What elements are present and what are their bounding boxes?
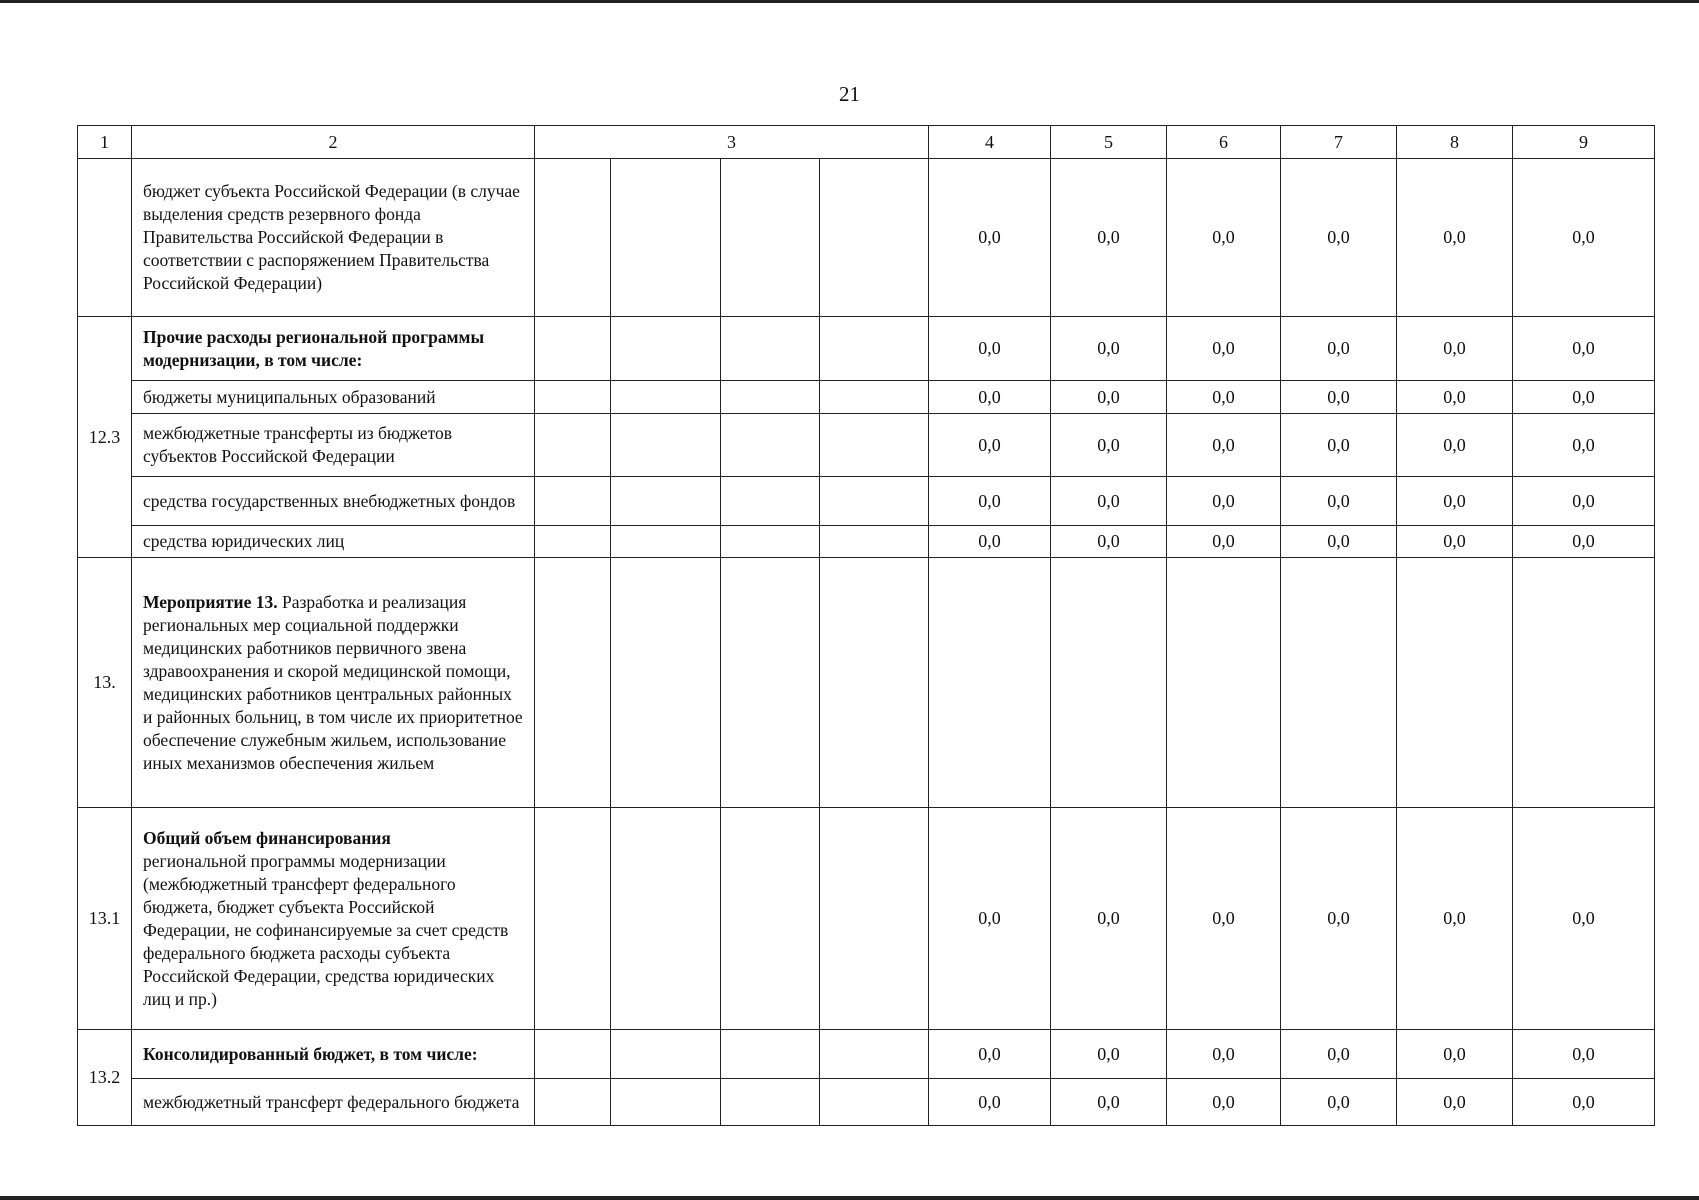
row-description: Прочие расходы региональной программы модернизации, в том числе:: [132, 317, 535, 381]
empty-cell: [611, 477, 721, 526]
value-cell: 0,0: [1513, 1079, 1655, 1126]
value-cell: 0,0: [1051, 477, 1167, 526]
value-cell: 0,0: [1167, 526, 1281, 558]
row-description: Консолидированный бюджет, в том числе:: [132, 1030, 535, 1079]
header-cell-4: 4: [929, 126, 1051, 159]
value-cell: 0,0: [1513, 808, 1655, 1030]
empty-cell: [535, 414, 611, 477]
empty-cell: [721, 414, 820, 477]
value-cell: 0,0: [1397, 1030, 1513, 1079]
row-description: средства юридических лиц: [132, 526, 535, 558]
value-cell: 0,0: [1397, 414, 1513, 477]
value-cell: 0,0: [1167, 1030, 1281, 1079]
empty-cell: [820, 317, 929, 381]
value-cell: 0,0: [929, 414, 1051, 477]
table-row: [78, 414, 1655, 477]
value-cell: 0,0: [1397, 526, 1513, 558]
empty-cell: [820, 477, 929, 526]
row-description: бюджеты муниципальных образований: [132, 381, 535, 414]
empty-cell: [535, 526, 611, 558]
empty-cell: [1167, 558, 1281, 808]
value-cell: 0,0: [1397, 808, 1513, 1030]
table-row: [78, 558, 1655, 808]
header-row: [78, 126, 1655, 159]
table-row: [78, 526, 1655, 558]
value-cell: 0,0: [1397, 159, 1513, 317]
value-cell: 0,0: [929, 526, 1051, 558]
header-cell-5: 5: [1051, 126, 1167, 159]
row-description: межбюджетные трансферты из бюджетов субъектов Российской Федерации: [132, 414, 535, 477]
top-scan-border: [0, 0, 1699, 3]
empty-cell: [721, 381, 820, 414]
empty-cell: [929, 558, 1051, 808]
value-cell: 0,0: [1281, 1030, 1397, 1079]
row-number: 13.1: [78, 808, 132, 1030]
value-cell: 0,0: [1281, 1079, 1397, 1126]
value-cell: 0,0: [1281, 159, 1397, 317]
value-cell: 0,0: [1281, 526, 1397, 558]
value-cell: 0,0: [1281, 414, 1397, 477]
header-cell-9: 9: [1513, 126, 1655, 159]
row-number: 13.2: [78, 1030, 132, 1126]
empty-cell: [1513, 558, 1655, 808]
value-cell: 0,0: [1167, 808, 1281, 1030]
value-cell: 0,0: [1167, 477, 1281, 526]
value-cell: 0,0: [929, 808, 1051, 1030]
value-cell: 0,0: [1513, 381, 1655, 414]
empty-cell: [820, 1079, 929, 1126]
value-cell: 0,0: [1281, 808, 1397, 1030]
empty-cell: [535, 808, 611, 1030]
empty-cell: [611, 159, 721, 317]
empty-cell: [611, 558, 721, 808]
empty-cell: [721, 159, 820, 317]
empty-cell: [535, 558, 611, 808]
empty-cell: [721, 526, 820, 558]
empty-cell: [820, 1030, 929, 1079]
empty-cell: [1397, 558, 1513, 808]
value-cell: 0,0: [929, 477, 1051, 526]
empty-cell: [611, 381, 721, 414]
row-description: межбюджетный трансферт федерального бюджета: [132, 1079, 535, 1126]
table-row: [78, 477, 1655, 526]
empty-cell: [820, 558, 929, 808]
activity-title: Мероприятие 13.: [143, 591, 278, 612]
empty-cell: [721, 477, 820, 526]
empty-cell: [820, 414, 929, 477]
table-row: [78, 808, 1655, 1030]
value-cell: 0,0: [1051, 1030, 1167, 1079]
row-text: региональной программы модернизации (межбюджетный трансферт федерального бюджета, бюджет субъекта Российской Федерации, не софинансируемые за счет средств федерального бюджета расходы субъекта Российской Федерации, средства юридических лиц и пр.): [143, 850, 509, 1009]
row-description: [132, 558, 535, 808]
empty-cell: [721, 558, 820, 808]
empty-cell: [721, 1079, 820, 1126]
value-cell: 0,0: [1397, 477, 1513, 526]
value-cell: 0,0: [1397, 1079, 1513, 1126]
row-description: [132, 808, 535, 1030]
value-cell: 0,0: [1167, 414, 1281, 477]
table-row: [78, 159, 1655, 317]
value-cell: 0,0: [929, 381, 1051, 414]
header-cell-7: 7: [1281, 126, 1397, 159]
value-cell: 0,0: [1397, 381, 1513, 414]
value-cell: 0,0: [1051, 159, 1167, 317]
row-number: 12.3: [78, 317, 132, 558]
row-title: Общий объем финансирования: [143, 827, 391, 848]
value-cell: 0,0: [1513, 477, 1655, 526]
activity-text: Разработка и реализация региональных мер социальной поддержки медицинских работников первичного звена здравоохранения и скорой медицинской помощи, медицинских работников центральных районных и районных больниц, в том числе их приоритетное обеспечение служебным жильем, использование иных механизмов обеспечения жильем: [143, 591, 523, 773]
value-cell: 0,0: [929, 159, 1051, 317]
value-cell: 0,0: [1167, 1079, 1281, 1126]
empty-cell: [820, 808, 929, 1030]
value-cell: 0,0: [1051, 526, 1167, 558]
value-cell: 0,0: [1051, 381, 1167, 414]
row-number: [78, 159, 132, 317]
table-row: [78, 1079, 1655, 1126]
empty-cell: [820, 159, 929, 317]
empty-cell: [1281, 558, 1397, 808]
empty-cell: [611, 808, 721, 1030]
header-cell-2: 2: [132, 126, 535, 159]
table-row: [78, 317, 1655, 381]
header-cell-3: 3: [535, 126, 929, 159]
bottom-scan-border: [0, 1196, 1699, 1200]
empty-cell: [535, 1079, 611, 1126]
empty-cell: [611, 317, 721, 381]
value-cell: 0,0: [929, 1030, 1051, 1079]
empty-cell: [820, 526, 929, 558]
value-cell: 0,0: [1167, 381, 1281, 414]
value-cell: 0,0: [1051, 317, 1167, 381]
empty-cell: [535, 477, 611, 526]
value-cell: 0,0: [1397, 317, 1513, 381]
empty-cell: [611, 1030, 721, 1079]
value-cell: 0,0: [1167, 159, 1281, 317]
header-cell-8: 8: [1397, 126, 1513, 159]
value-cell: 0,0: [1513, 414, 1655, 477]
empty-cell: [535, 1030, 611, 1079]
value-cell: 0,0: [1513, 317, 1655, 381]
value-cell: 0,0: [1051, 808, 1167, 1030]
row-number: 13.: [78, 558, 132, 808]
empty-cell: [1051, 558, 1167, 808]
empty-cell: [721, 1030, 820, 1079]
row-description: бюджет субъекта Российской Федерации (в случае выделения средств резервного фонда Правительства Российской Федерации в соответствии с распоряжением Правительства Российской Федерации): [132, 159, 535, 317]
value-cell: 0,0: [929, 1079, 1051, 1126]
empty-cell: [721, 808, 820, 1030]
value-cell: 0,0: [1281, 317, 1397, 381]
empty-cell: [611, 526, 721, 558]
empty-cell: [820, 381, 929, 414]
value-cell: 0,0: [1281, 477, 1397, 526]
value-cell: 0,0: [1281, 381, 1397, 414]
value-cell: 0,0: [1051, 414, 1167, 477]
header-cell-1: 1: [78, 126, 132, 159]
value-cell: 0,0: [1051, 1079, 1167, 1126]
value-cell: 0,0: [1513, 1030, 1655, 1079]
table-row: [78, 381, 1655, 414]
value-cell: 0,0: [1513, 159, 1655, 317]
value-cell: 0,0: [1167, 317, 1281, 381]
empty-cell: [721, 317, 820, 381]
empty-cell: [611, 414, 721, 477]
value-cell: 0,0: [1513, 526, 1655, 558]
empty-cell: [535, 381, 611, 414]
empty-cell: [611, 1079, 721, 1126]
row-description: средства государственных внебюджетных фондов: [132, 477, 535, 526]
value-cell: 0,0: [929, 317, 1051, 381]
header-cell-6: 6: [1167, 126, 1281, 159]
empty-cell: [535, 317, 611, 381]
financing-table: [77, 125, 1655, 1126]
empty-cell: [535, 159, 611, 317]
page-number: 21: [839, 82, 860, 106]
table-row: [78, 1030, 1655, 1079]
